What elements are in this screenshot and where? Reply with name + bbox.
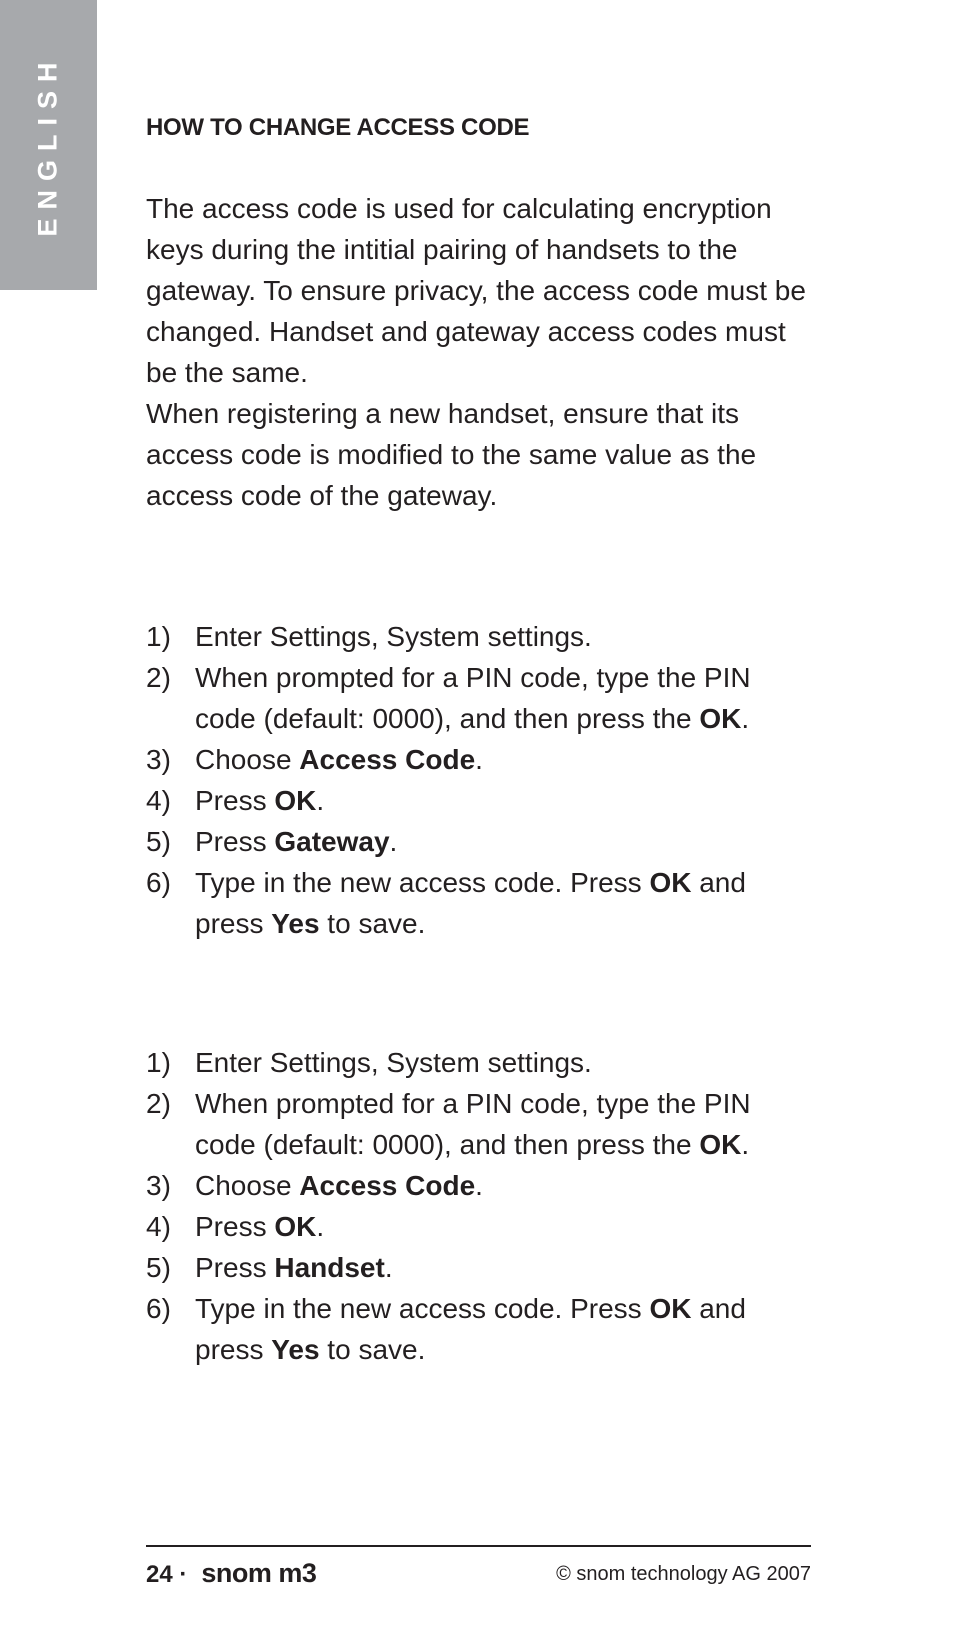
step-text	[195, 1165, 816, 1206]
step-text-part: to save.	[319, 908, 426, 939]
step-keyword: Gateway	[274, 826, 390, 857]
step-text-part: Press	[195, 1211, 275, 1242]
step-text-part: Type in the new access code. Press	[195, 867, 650, 898]
step-text	[195, 739, 816, 780]
step-number: 5)	[146, 826, 171, 857]
handset-steps-list	[146, 1042, 816, 1370]
step-text	[195, 1042, 816, 1083]
step-text-part: Enter Settings, System settings.	[195, 621, 592, 652]
step-number: 3)	[146, 744, 171, 775]
step-number: 6)	[146, 867, 171, 898]
step-text-part: .	[475, 744, 483, 775]
step-keyword: Handset	[274, 1252, 385, 1283]
step-item	[146, 1206, 816, 1247]
step-item	[146, 821, 816, 862]
product-name: snom m3	[201, 1558, 317, 1588]
step-text	[195, 1206, 816, 1247]
step-item	[146, 1247, 816, 1288]
step-number: 5)	[146, 1252, 171, 1283]
step-number: 6)	[146, 1293, 171, 1324]
step-text	[195, 862, 816, 944]
gateway-steps-list	[146, 616, 816, 944]
page-content	[146, 108, 816, 1370]
step-text-part: .	[741, 1129, 750, 1160]
step-keyword: OK	[699, 1129, 742, 1160]
step-text-part: .	[316, 1211, 325, 1242]
step-text	[195, 616, 816, 657]
step-number: 4)	[146, 785, 171, 816]
step-text-part: Type in the new access code. Press	[195, 1293, 650, 1324]
step-text-part: to save.	[319, 1334, 426, 1365]
step-number: 2)	[146, 1088, 171, 1119]
step-keyword: Access Code	[299, 744, 476, 775]
copyright-notice: © snom technology AG 2007	[556, 1563, 811, 1585]
step-text-part: and press	[195, 867, 746, 939]
intro-text	[146, 188, 816, 516]
step-keyword: OK	[649, 1293, 692, 1324]
language-tab-label: ENGLISH	[32, 53, 63, 237]
step-item	[146, 1042, 816, 1083]
step-item	[146, 657, 816, 739]
language-side-tab	[0, 0, 97, 290]
step-item	[146, 616, 816, 657]
intro-paragraph: The access code is used for calculating encryption keys during the intitial pairing of handsets to the gateway. To ensure privacy, the access code must be changed. Handset and gateway access codes must be the same.	[146, 193, 806, 388]
step-keyword: OK	[649, 867, 692, 898]
step-keyword: OK	[274, 785, 317, 816]
step-text	[195, 657, 816, 739]
section-heading: HOW TO CHANGE ACCESS CODE	[146, 114, 530, 141]
step-item	[146, 1288, 816, 1370]
step-keyword: OK	[699, 703, 742, 734]
step-text-part: Enter Settings, System settings.	[195, 1047, 592, 1078]
step-number: 3)	[146, 1170, 171, 1201]
step-text-part: .	[741, 703, 750, 734]
step-keyword: Yes	[271, 908, 320, 939]
step-text	[195, 1083, 816, 1165]
step-text	[195, 821, 816, 862]
step-text	[195, 1288, 816, 1370]
footer-divider	[146, 1545, 811, 1547]
intro-paragraph: When registering a new handset, ensure that its access code is modified to the same value as the access code of the gateway.	[146, 398, 757, 511]
step-keyword: Yes	[271, 1334, 320, 1365]
step-text	[195, 1247, 816, 1288]
step-number: 2)	[146, 662, 171, 693]
step-text-part: Press	[195, 826, 275, 857]
step-text-part: and press	[195, 1293, 746, 1365]
step-text-part: When prompted for a PIN code, type the PIN code (default: 0000), and then press the	[195, 662, 751, 734]
step-text-part: Press	[195, 1252, 275, 1283]
step-item	[146, 780, 816, 821]
step-keyword: Access Code	[299, 1170, 476, 1201]
step-number: 1)	[146, 621, 171, 652]
step-text-part: Choose	[195, 744, 300, 775]
step-text-part: .	[384, 1252, 393, 1283]
step-text-part: Choose	[195, 1170, 300, 1201]
step-item	[146, 1083, 816, 1165]
page-number: 24 ·	[146, 1561, 188, 1588]
step-item	[146, 1165, 816, 1206]
step-text-part: Press	[195, 785, 275, 816]
step-text	[195, 780, 816, 821]
step-number: 1)	[146, 1047, 171, 1078]
step-text-part: .	[389, 826, 398, 857]
step-text-part: .	[316, 785, 325, 816]
step-text-part: .	[475, 1170, 483, 1201]
footer-page-info	[146, 1558, 316, 1589]
step-item	[146, 739, 816, 780]
step-text-part: When prompted for a PIN code, type the PIN code (default: 0000), and then press the	[195, 1088, 751, 1160]
step-keyword: OK	[274, 1211, 317, 1242]
step-number: 4)	[146, 1211, 171, 1242]
step-item	[146, 862, 816, 944]
